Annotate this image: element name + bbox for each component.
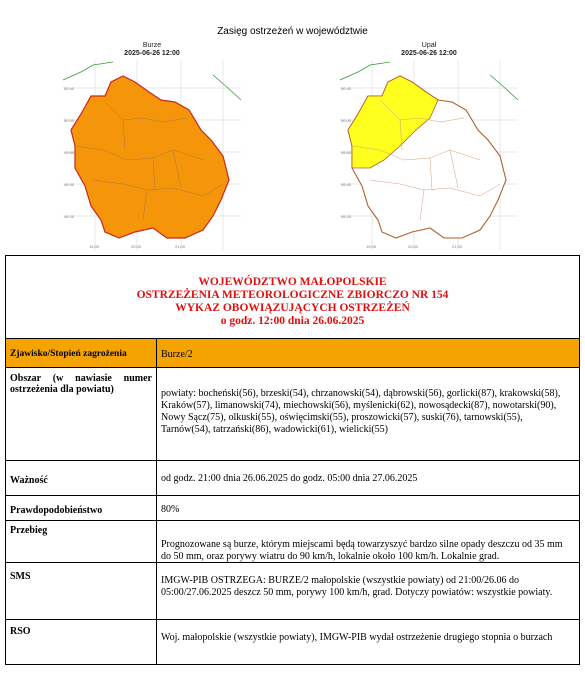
row-phenomenon (6, 339, 579, 368)
svg-text:49.20: 49.20 (64, 214, 75, 219)
map-datetime: 2025-06-26 12:00 (124, 50, 180, 57)
row-value: Prognozowane są burze, którym miejscami będą towarzyszyć bardzo silne opady deszczu od 35 mm do 50 mm, oraz porywy wiatru do 90 km/h, lokalnie około 100 km/h. Lokalnie grad. (161, 539, 563, 562)
row-value: 80% (161, 504, 180, 515)
row-label: SMS (6, 563, 157, 619)
header-voivodeship: WOJEWÓDZTWO MAŁOPOLSKIE (198, 276, 387, 288)
row-value: Burze/2 (161, 349, 193, 360)
svg-text:50.40: 50.40 (64, 86, 75, 91)
page-caption: Zasięg ostrzeżeń w województwie (217, 26, 368, 37)
row-label: RSO (6, 620, 157, 664)
row-label: Zjawisko/Stopień zagrożenia (6, 339, 157, 367)
svg-text:19.00: 19.00 (89, 244, 100, 249)
header-time: o godz. 12:00 dnia 26.06.2025 (220, 315, 365, 327)
row-label: Ważność (6, 461, 157, 495)
svg-text:19.00: 19.00 (366, 244, 377, 249)
warning-table (5, 255, 580, 665)
svg-text:50.40: 50.40 (341, 86, 352, 91)
row-validity (6, 461, 579, 496)
row-label: Przebieg (6, 521, 157, 562)
row-value: powiaty: bocheński(56), brzeski(54), chrzanowski(54), dąbrowski(56), gorlicki(87), krakowski(58), Kraków(57), limanowski(74), miechowski(56), myślenicki(62), nowosądecki(87), nowotarski(90), Nowy Sącz(75), olkuski(55), oświęcimski(55), proszowicki(57), suski(76), tarnowski(55), Tarnów(54), tatrzański(86), wadowicki(61), wielicki(55) (161, 388, 561, 435)
svg-text:49.40: 49.40 (64, 182, 75, 187)
row-course (6, 521, 579, 563)
svg-text:20.00: 20.00 (131, 244, 142, 249)
svg-text:50.00: 50.00 (64, 118, 75, 123)
row-sms (6, 563, 579, 620)
svg-text:50.00: 50.00 (341, 118, 352, 123)
row-label: Obszar (w nawiasie numer ostrzeżenia dla powiatu) (6, 368, 157, 460)
map-image (340, 60, 518, 250)
svg-text:20.00: 20.00 (408, 244, 419, 249)
warning-header (6, 256, 579, 339)
header-warnings-number: OSTRZEŻENIA METEOROLOGICZNE ZBIORCZO NR 154 (136, 289, 449, 301)
row-value: od godz. 21:00 dnia 26.06.2025 do godz. 05:00 dnia 27.06.2025 (161, 473, 418, 484)
map-storms (63, 42, 241, 250)
row-label: Prawdopodobieństwo (6, 496, 157, 520)
map-heat (340, 42, 518, 250)
map-image (63, 60, 241, 250)
svg-text:21.00: 21.00 (452, 244, 463, 249)
row-value: Woj. małopolskie (wszystkie powiaty), IMGW-PIB wydał ostrzeżenie drugiego stopnia o burzach (161, 632, 553, 643)
row-area (6, 368, 579, 461)
svg-text:49.20: 49.20 (341, 214, 352, 219)
svg-text:49.40: 49.40 (341, 182, 352, 187)
map-datetime: 2025-06-26 12:00 (401, 50, 457, 57)
row-rso (6, 620, 579, 664)
map-title: Upał (421, 42, 437, 49)
row-probability (6, 496, 579, 521)
svg-text:49.60: 49.60 (341, 150, 352, 155)
map-title: Burze (142, 42, 162, 49)
row-value: IMGW-PIB OSTRZEGA: BURZE/2 małopolskie (wszystkie powiaty) od 21:00/26.06 do 05:00/27.06.2025 deszcz 50 mm, porywy 100 km/h, grad. Dotyczy powiatów: wszystkie powiaty. (161, 575, 553, 598)
svg-text:49.60: 49.60 (64, 150, 75, 155)
svg-text:21.00: 21.00 (175, 244, 186, 249)
header-list: WYKAZ OBOWIĄZUJĄCYCH OSTRZEŻEŃ (175, 302, 410, 314)
